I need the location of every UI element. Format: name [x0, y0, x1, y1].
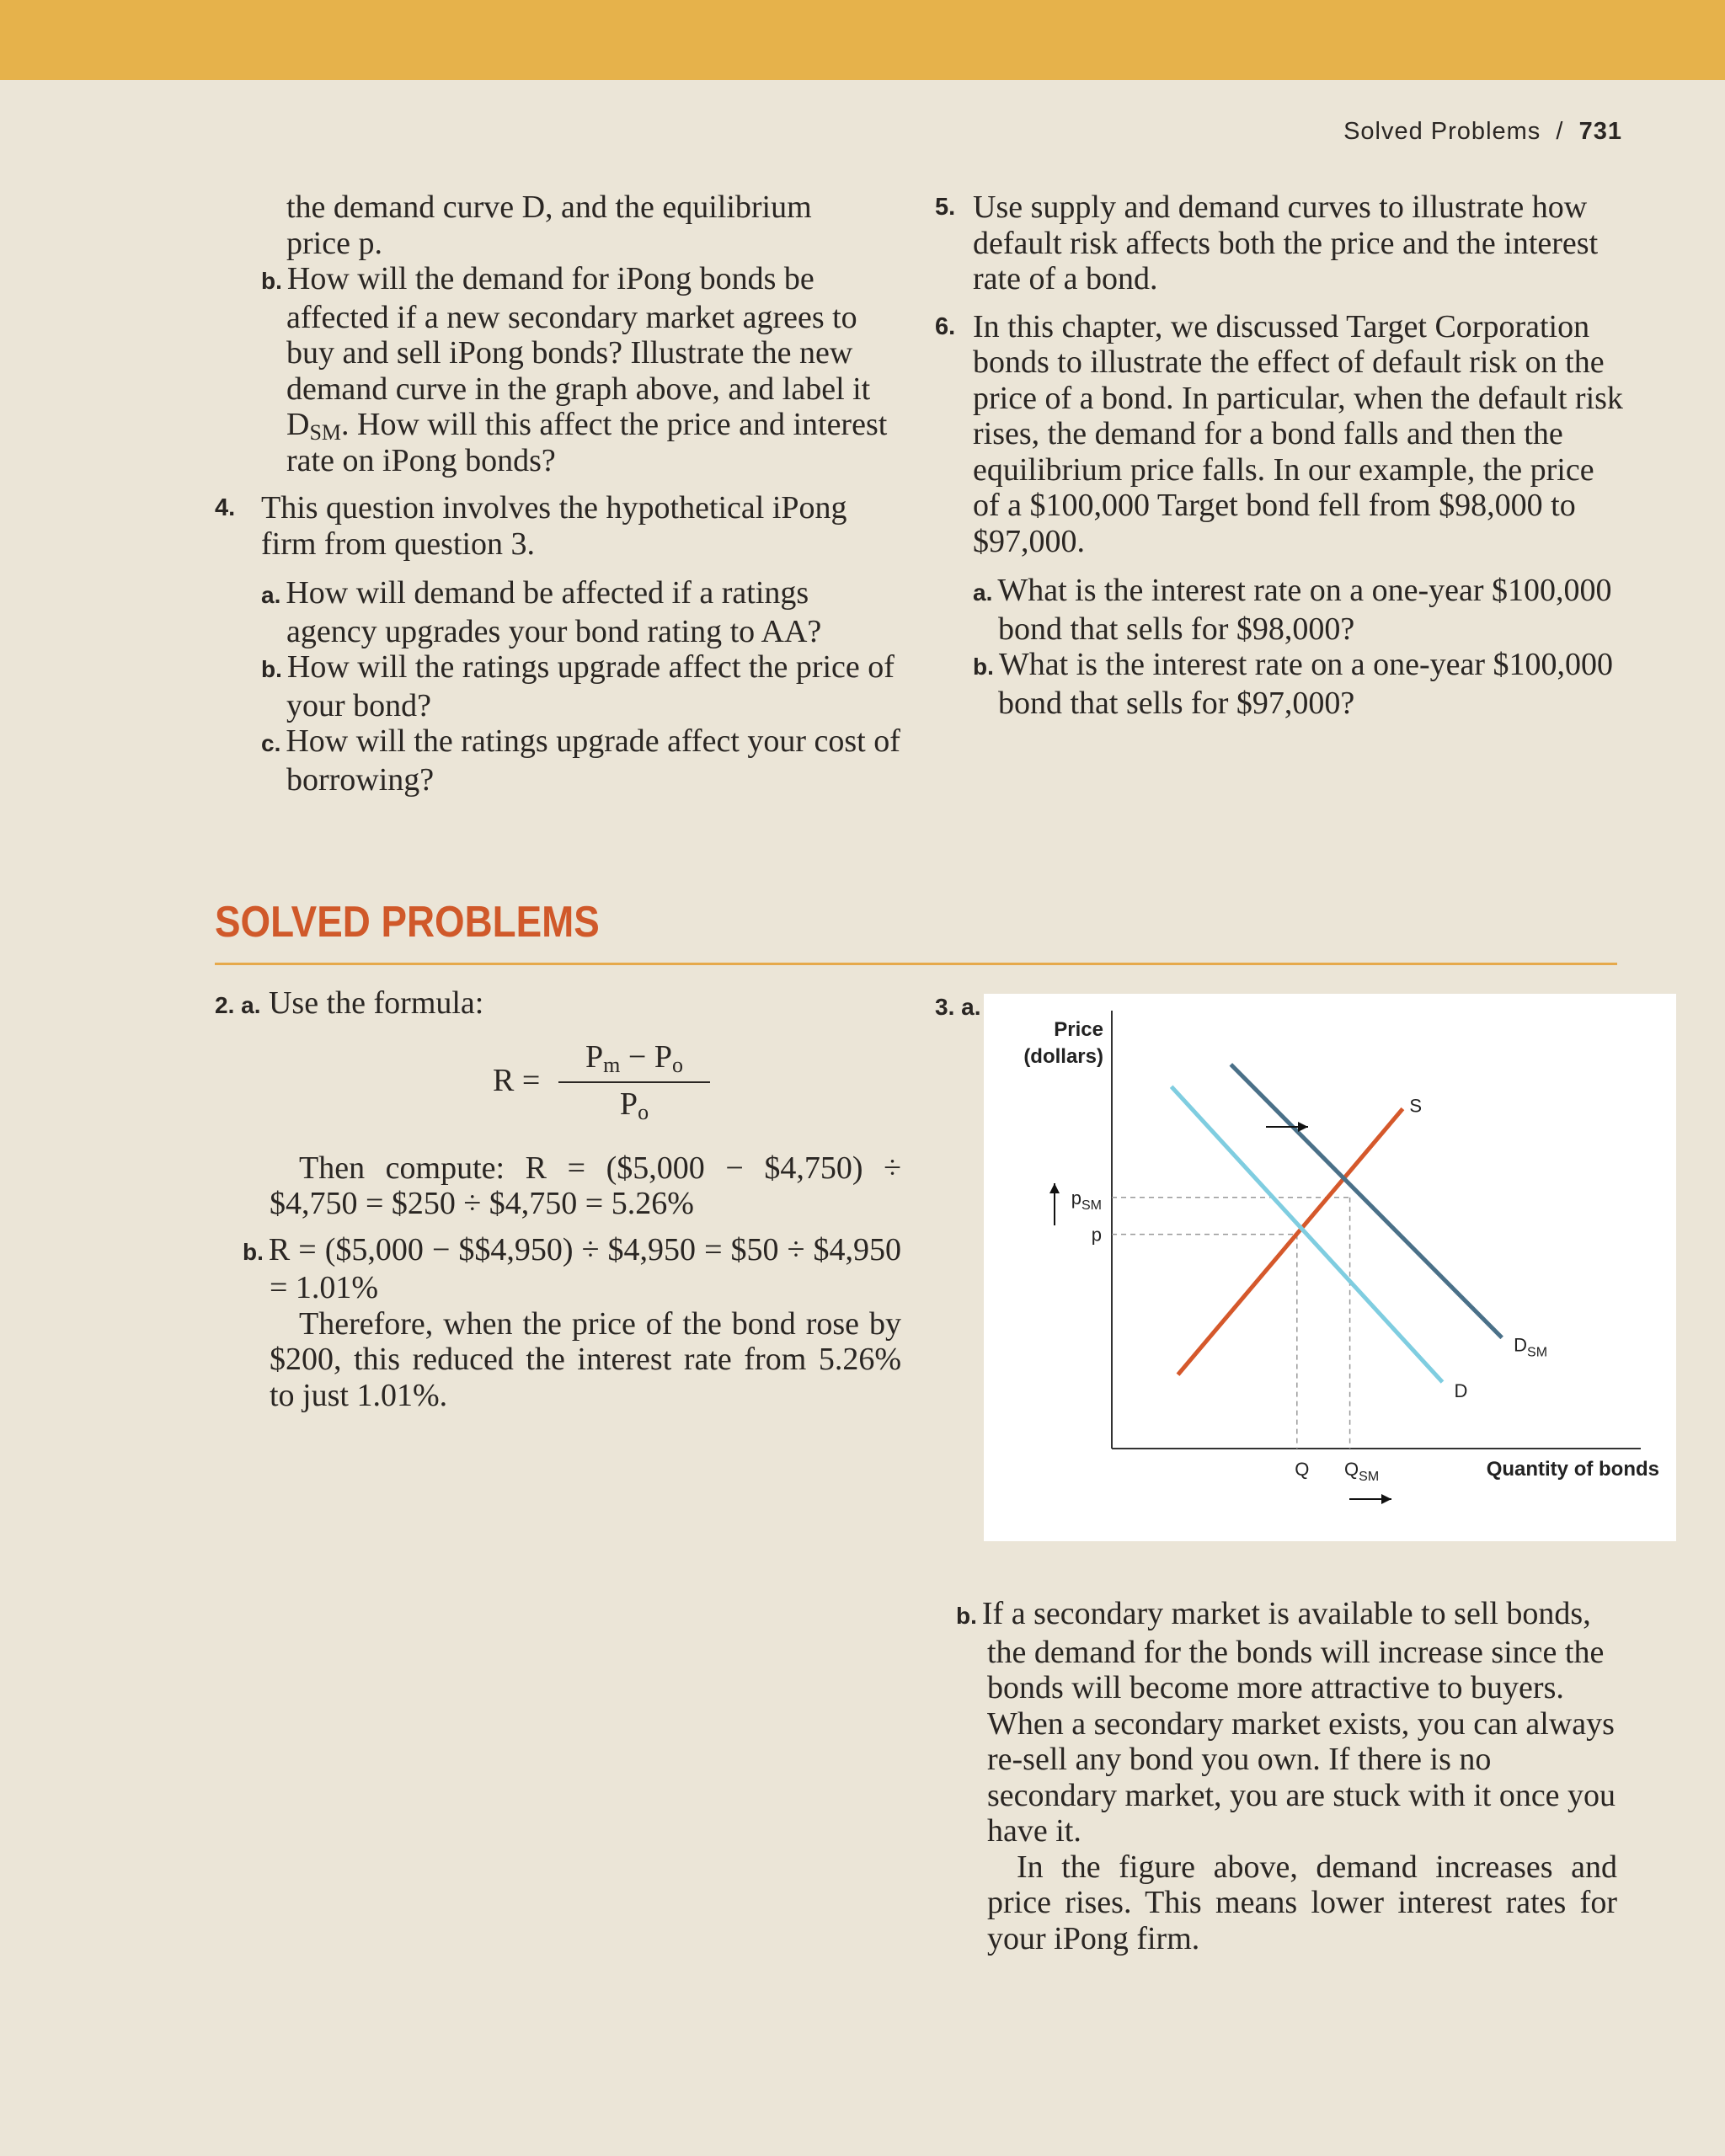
section-heading: SOLVED PROBLEMS [215, 898, 600, 947]
question-6: 6. In this chapter, we discussed Target Corporation bonds to illustrate the effect of default risk on the price of a bond. In particular, when the default risk rises, the demand for a bond falls and then the equilibrium price falls. In our example, the price of a $100,000 Target bond fell from $98,000 to $97,000. [935, 308, 1623, 559]
item-label: 2. a. [215, 992, 261, 1018]
y-axis-label: Price [1054, 1018, 1103, 1041]
solution-3b-para: In the figure above, demand increases and price rises. This means lower interest rates for your iPong firm. [987, 1849, 1617, 1956]
solved-problem-2 [215, 985, 901, 1413]
item-letter: b. [956, 1603, 977, 1629]
continued-text: the demand curve D, and the equilibrium price p. [286, 189, 812, 261]
heading-rule [215, 963, 1617, 965]
price-tick-label: p [1091, 1224, 1102, 1246]
solution-2b-para: Therefore, when the price of the bond rose by $200, this reduced the interest rate from 5.26% to just 1.01%. [270, 1305, 901, 1413]
question-6b: b. What is the interest rate on a one-year $100,000 bond that sells for $97,000? [973, 647, 1614, 721]
question-4b: b. How will the ratings upgrade affect the price of your bond? [261, 649, 895, 723]
item-label: 3. a. [935, 994, 981, 1020]
question-number: 4. [215, 494, 236, 521]
question-number: 6. [935, 312, 956, 340]
price-tick-label: $p_{SM}$ [1071, 1187, 1102, 1213]
question-4: 4. This question involves the hypothetical iPong firm from question 3. [215, 490, 847, 562]
price-increase-arrow-head [1049, 1183, 1060, 1193]
separator: / [1556, 118, 1564, 145]
curve-s [1178, 1108, 1403, 1374]
demand-sm-label: $D_{SM}$ [1514, 1334, 1548, 1360]
left-column [215, 189, 901, 798]
y-axis-label: (dollars) [1023, 1045, 1103, 1068]
top-color-band [0, 0, 1725, 80]
demand-shift-arrow-head [1298, 1122, 1308, 1132]
solution-2a-compute: Then compute: R = ($5,000 − $4,750) ÷ $4,750 = $250 ÷ $4,750 = 5.26% [270, 1150, 901, 1221]
fraction-bar [558, 1081, 710, 1083]
quantity-increase-arrow-head [1381, 1494, 1391, 1504]
demand-label: D [1454, 1380, 1468, 1402]
chart-svg [984, 994, 1676, 1541]
question-number: 5. [935, 194, 956, 221]
quantity-tick-label: Q [1295, 1459, 1310, 1480]
section-name: Solved Problems [1343, 118, 1541, 145]
item-letter: b. [261, 268, 282, 294]
solution-2a: 2. a. Use the formula: [215, 985, 484, 1021]
x-axis-label: Quantity of bonds [1486, 1458, 1659, 1481]
running-head [1343, 118, 1622, 146]
supply-label: S [1409, 1095, 1423, 1117]
quantity-tick-label: $Q_{SM}$ [1344, 1459, 1380, 1484]
right-column [935, 189, 1626, 721]
supply-demand-chart [984, 994, 1676, 1541]
question-5: 5. Use supply and demand curves to illustrate how default risk affects both the price and the interest rate of a bond. [935, 189, 1599, 296]
solution-3b: b. If a secondary market is available to sell bonds, the demand for the bonds will increase since the bonds will become more attractive to buyers. When a secondary market exists, you can always re-sell any bond you own. If there is no secondary market, you are stuck with it once you have it. In the figure above, demand increases and price rises. This means lower interest rates for your iPong firm. [956, 1596, 1617, 1956]
page-number: 731 [1578, 118, 1622, 145]
solution-2b: b. R = ($5,000 − $$4,950) ÷ $4,950 = $50 ÷ $4,950 = 1.01% [243, 1231, 901, 1305]
question-3b: b. How will the demand for iPong bonds be affected if a new secondary market agrees to buy and sell iPong bonds? Illustrate the new demand curve in the graph above, and label it $D_{SM}$. How will this affect the price and interest rate on iPong bonds? [261, 261, 888, 478]
interest-rate-formula: R = $P_m - P_o$ $P_o$ [215, 1039, 901, 1132]
question-4c: c. How will the ratings upgrade affect your cost of borrowing? [261, 723, 900, 798]
question-4a: a. How will demand be affected if a ratings agency upgrades your bond rating to AA? [261, 575, 822, 649]
question-6a: a. What is the interest rate on a one-year $100,000 bond that sells for $98,000? [973, 573, 1612, 647]
